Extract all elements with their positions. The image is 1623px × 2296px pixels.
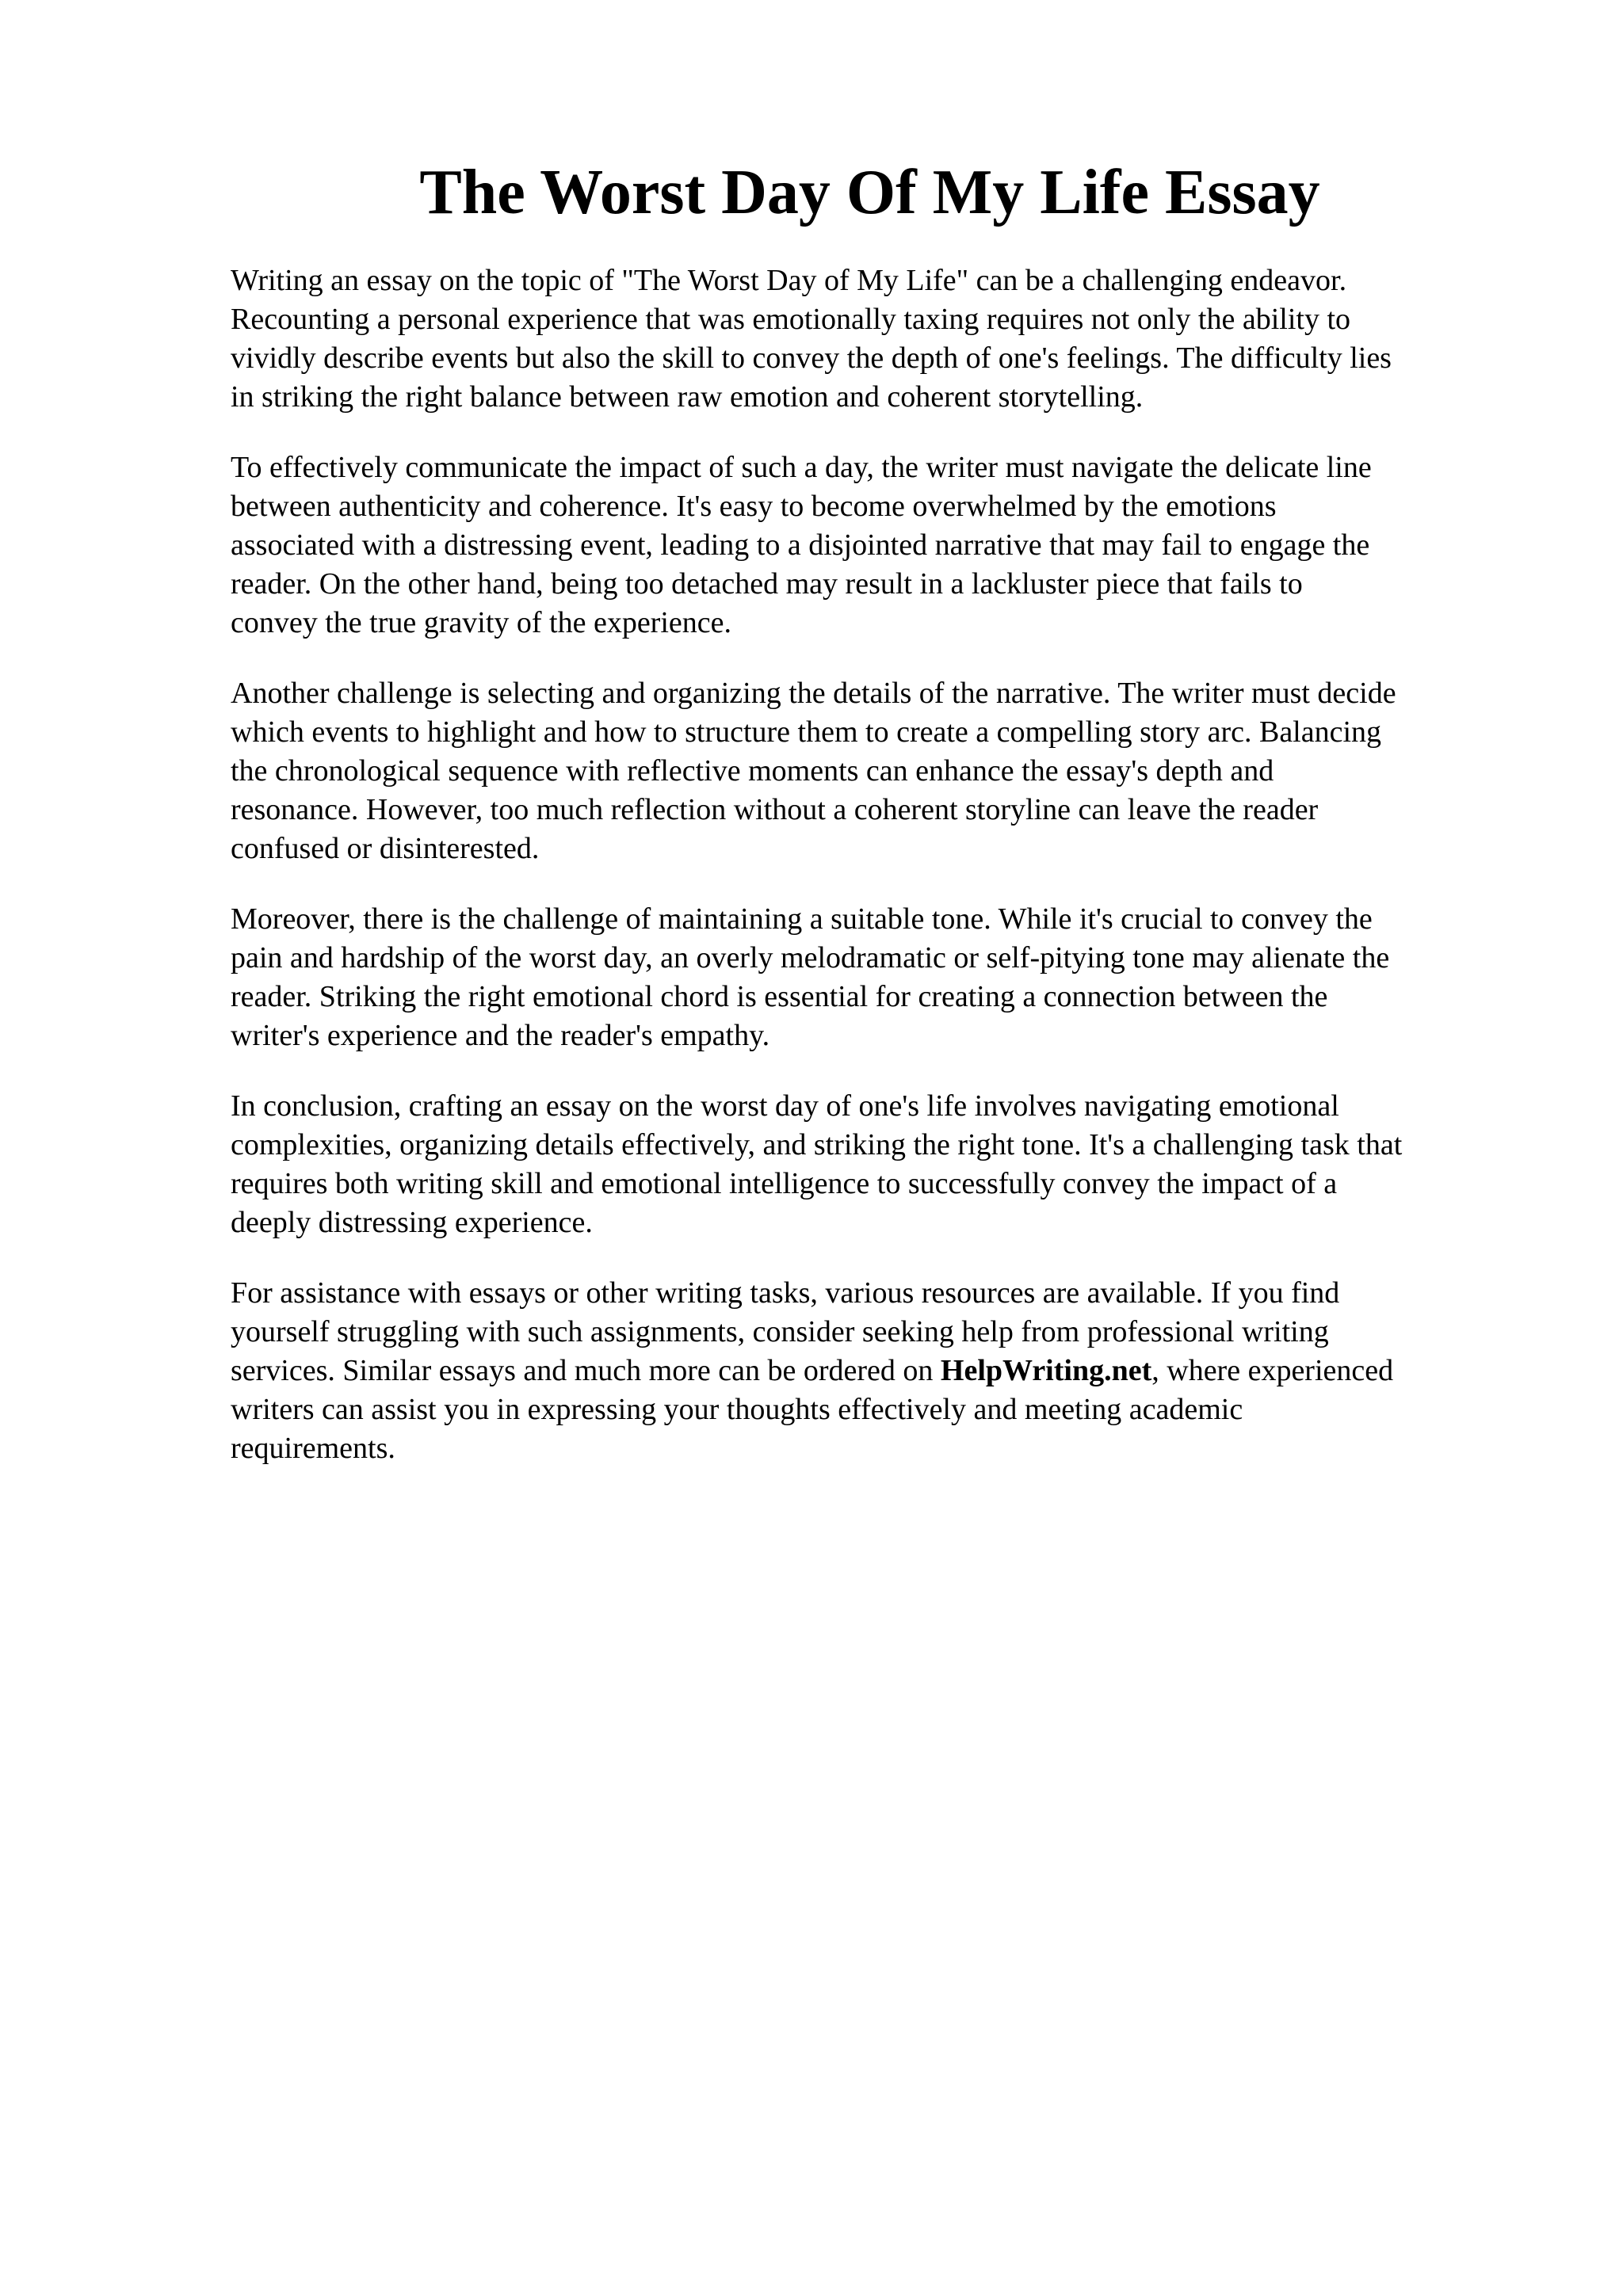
text-segment: services. Similar essays and much more can be ordered on	[231, 1354, 941, 1387]
paragraph-line: the chronological sequence with reflective moments can enhance the essay's depth and	[231, 754, 1274, 788]
paragraph-5	[231, 1087, 1518, 1242]
paragraph-line: Recounting a personal experience that was emotionally taxing requires not only the ability to	[231, 303, 1350, 336]
paragraph-line: requirements.	[231, 1432, 395, 1465]
paragraph-line: reader. Striking the right emotional chord is essential for creating a connection between the	[231, 980, 1328, 1013]
paragraph-line: Moreover, there is the challenge of maintaining a suitable tone. While it's crucial to convey the	[231, 902, 1373, 936]
paragraph-line: deeply distressing experience.	[231, 1206, 593, 1239]
paragraph-line: associated with a distressing event, leading to a disjointed narrative that may fail to engage the	[231, 528, 1370, 562]
paragraph-line: vividly describe events but also the skill to convey the depth of one's feelings. The difficulty lies	[231, 341, 1392, 375]
helpwriting-link[interactable]: HelpWriting.net	[940, 1354, 1152, 1387]
paragraph-line: resonance. However, too much reflection without a coherent storyline can leave the reader	[231, 793, 1319, 826]
paragraph-line: which events to highlight and how to structure them to create a compelling story arc. Balancing	[231, 715, 1382, 749]
paragraph-1	[231, 261, 1518, 417]
paragraph-line: In conclusion, crafting an essay on the worst day of one's life involves navigating emotional	[231, 1089, 1339, 1123]
paragraph-line: Another challenge is selecting and organizing the details of the narrative. The writer must decide	[231, 677, 1396, 710]
paragraph-line: complexities, organizing details effectively, and striking the right tone. It's a challenging task that	[231, 1128, 1403, 1161]
paragraph-line: requires both writing skill and emotional intelligence to successfully convey the impact of a	[231, 1167, 1338, 1200]
paragraph-line: writers can assist you in expressing your thoughts effectively and meeting academic	[231, 1393, 1243, 1426]
paragraph-line: For assistance with essays or other writing tasks, various resources are available. If you find	[231, 1276, 1340, 1310]
paragraph-line	[231, 1352, 1518, 1390]
paragraph-4	[231, 900, 1518, 1055]
text-segment: , where experienced	[1151, 1354, 1394, 1387]
document-title: The Worst Day Of My Life Essay	[419, 158, 1320, 227]
paragraph-line: yourself struggling with such assignments, consider seeking help from professional writing	[231, 1315, 1329, 1348]
paragraph-6	[231, 1274, 1518, 1468]
paragraph-line: pain and hardship of the worst day, an overly melodramatic or self-pitying tone may alienate the	[231, 941, 1390, 974]
paragraph-line: between authenticity and coherence. It's easy to become overwhelmed by the emotions	[231, 490, 1277, 523]
paragraph-line: writer's experience and the reader's empathy.	[231, 1019, 770, 1052]
document-body	[231, 261, 1518, 1500]
paragraph-line: Writing an essay on the topic of "The Worst Day of My Life" can be a challenging endeavor.	[231, 264, 1347, 297]
paragraph-line: confused or disinterested.	[231, 832, 540, 865]
paragraph-line: in striking the right balance between raw emotion and coherent storytelling.	[231, 380, 1144, 414]
paragraph-line: convey the true gravity of the experience.	[231, 606, 731, 639]
paragraph-line: To effectively communicate the impact of such a day, the writer must navigate the delicate line	[231, 451, 1372, 484]
paragraph-line: reader. On the other hand, being too detached may result in a lackluster piece that fails to	[231, 567, 1303, 601]
paragraph-2	[231, 448, 1518, 643]
paragraph-3	[231, 674, 1518, 868]
